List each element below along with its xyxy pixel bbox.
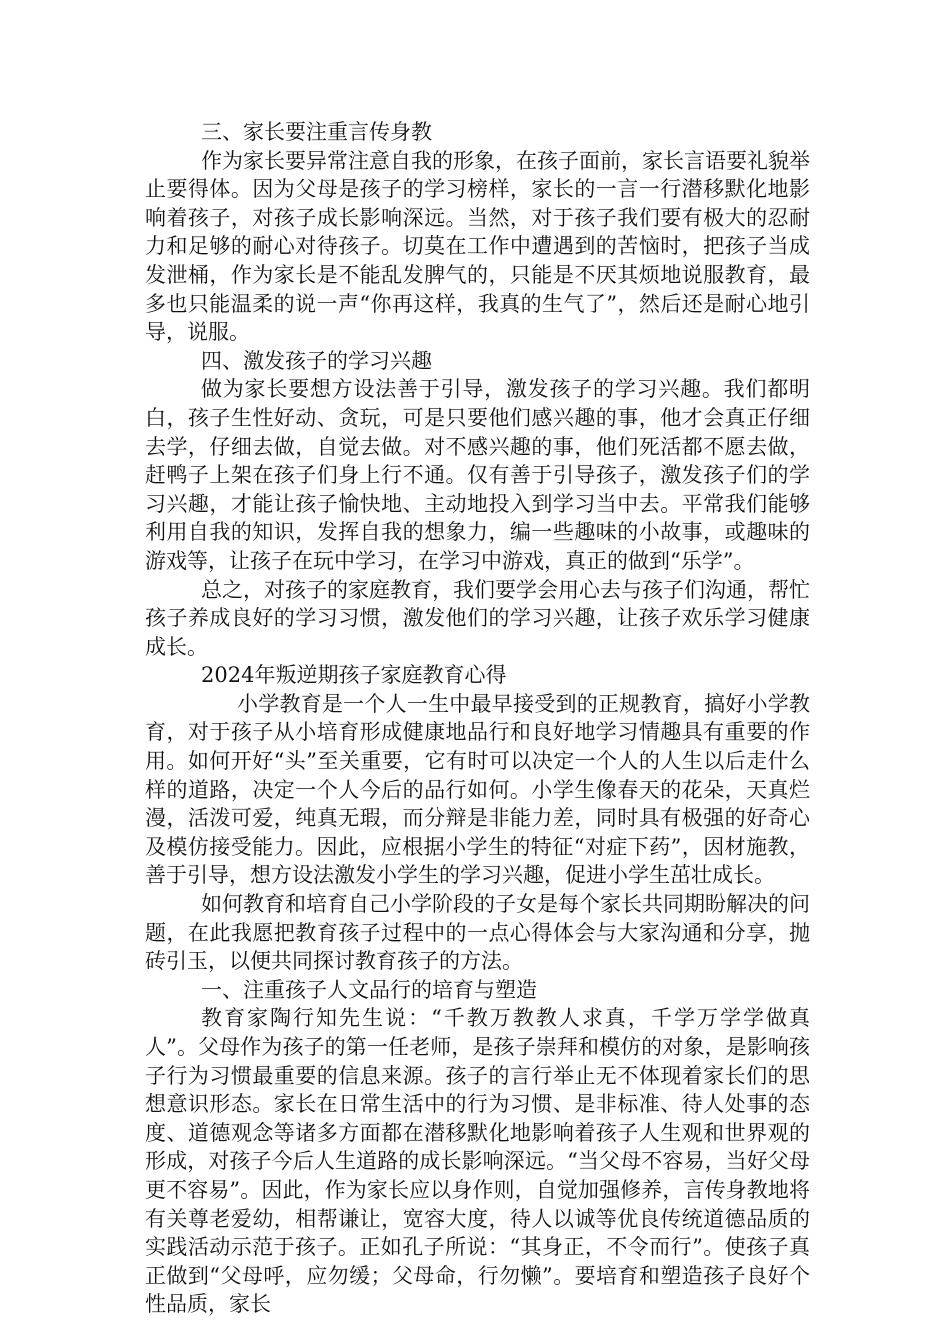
document-body — [145, 118, 810, 1319]
section-heading-three: 三、家长要注重言传身教 — [201, 120, 432, 144]
paragraph-learning-interest: 做为家长要想方设法善于引导，激发孩子的学习兴趣。我们都明白，孩子生性好动、贪玩，可是只要他们感兴趣的事，他才会真正仔细去学，仔细去做，自觉去做。对不感兴趣的事，他们死活都不愿去做，赶鸭子上架在孩子们身上行不通。仅有善于引导孩子，激发孩子们的学习兴趣，才能让孩子愉快地、主动地投入到学习当中去。平常我们能够利用自我的知识，发挥自我的想象力，编一些趣味的小故事，或趣味的游戏等，让孩子在玩中学习，在学习中游戏，真正的做到“乐学”。 — [145, 377, 810, 573]
paragraph-primary-education: 小学教育是一个人一生中最早接受到的正规教育，搞好小学教育，对于孩子从小培育形成健康地品行和良好地学习情趣具有重要的作用。如何开好“头”至关重要，它有时可以决定一个人的人生以后走什么样的道路，决定一个人今后的品行如何。小学生像春天的花朵，天真烂漫，活泼可爱，纯真无瑕，而分辩是非能力差，同时具有极强的好奇心及模仿接受能力。因此，应根据小学生的特征“对症下药”，因材施教，善于引导，想方设法激发小学生的学习兴趣，促进小学生茁壮成长。 — [145, 691, 810, 888]
section-heading-four: 四、激发孩子的学习兴趣 — [201, 348, 432, 373]
paragraph-summary: 总之，对孩子的家庭教育，我们要学会用心去与孩子们沟通，帮忙孩子养成良好的学习习惯，激发他们的学习兴趣，让孩子欢乐学习健康成长。 — [145, 577, 810, 659]
paragraph-parent-example: 作为家长要异常注意自我的形象，在孩子面前，家长言语要礼貌举止要得体。因为父母是孩子的学习榜样，家长的一言一行潜移默化地影响着孩子，对孩子成长影响深远。当然，对于孩子我们要有极大的忍耐力和足够的耐心对待孩子。切莫在工作中遭遇到的苦恼时，把孩子当成发泄桶，作为家长是不能乱发脾气的，只能是不厌其烦地说服教育，最多也只能温柔的说一声“你再这样，我真的生气了”，然后还是耐心地引导，说服。 — [145, 148, 810, 345]
paragraph-sharing: 如何教育和培育自己小学阶段的子女是每个家长共同期盼解决的问题，在此我愿把教育孩子过程中的一点心得体会与大家沟通和分享，抛砖引玉，以便共同探讨教育孩子的方法。 — [145, 892, 810, 974]
paragraph-character-cultivation: 教育家陶行知先生说：“千教万教教人求真，千学万学学做真人”。父母作为孩子的第一任老师，是孩子崇拜和模仿的对象，是影响孩子行为习惯最重要的信息来源。孩子的言行举止无不体现着家长们的思想意识形态。家长在日常生活中的行为习惯、是非标准、待人处事的态度、道德观念等诸多方面都在潜移默化地影响着孩子人生观和世界观的形成，对孩子今后人生道路的成长影响深远。“当父母不容易，当好父母更不容易”。因此，作为家长应以身作则，自觉加强修养，言传身教地将有关尊老爱幼，相帮谦让，宽容大度，待人以诚等优良传统道德品质的实践活动示范于孩子。正如孔子所说：“其身正，不令而行”。使孩子真正做到“父母呼，应勿缓；父母命，行勿懒”。要培育和塑造孩子良好个性品质，家长 — [145, 1006, 810, 1317]
article-title: 2024年叛逆期孩子家庭教育心得 — [201, 663, 507, 688]
section-heading-one: 一、注重孩子人文品行的培育与塑造 — [201, 977, 537, 1002]
